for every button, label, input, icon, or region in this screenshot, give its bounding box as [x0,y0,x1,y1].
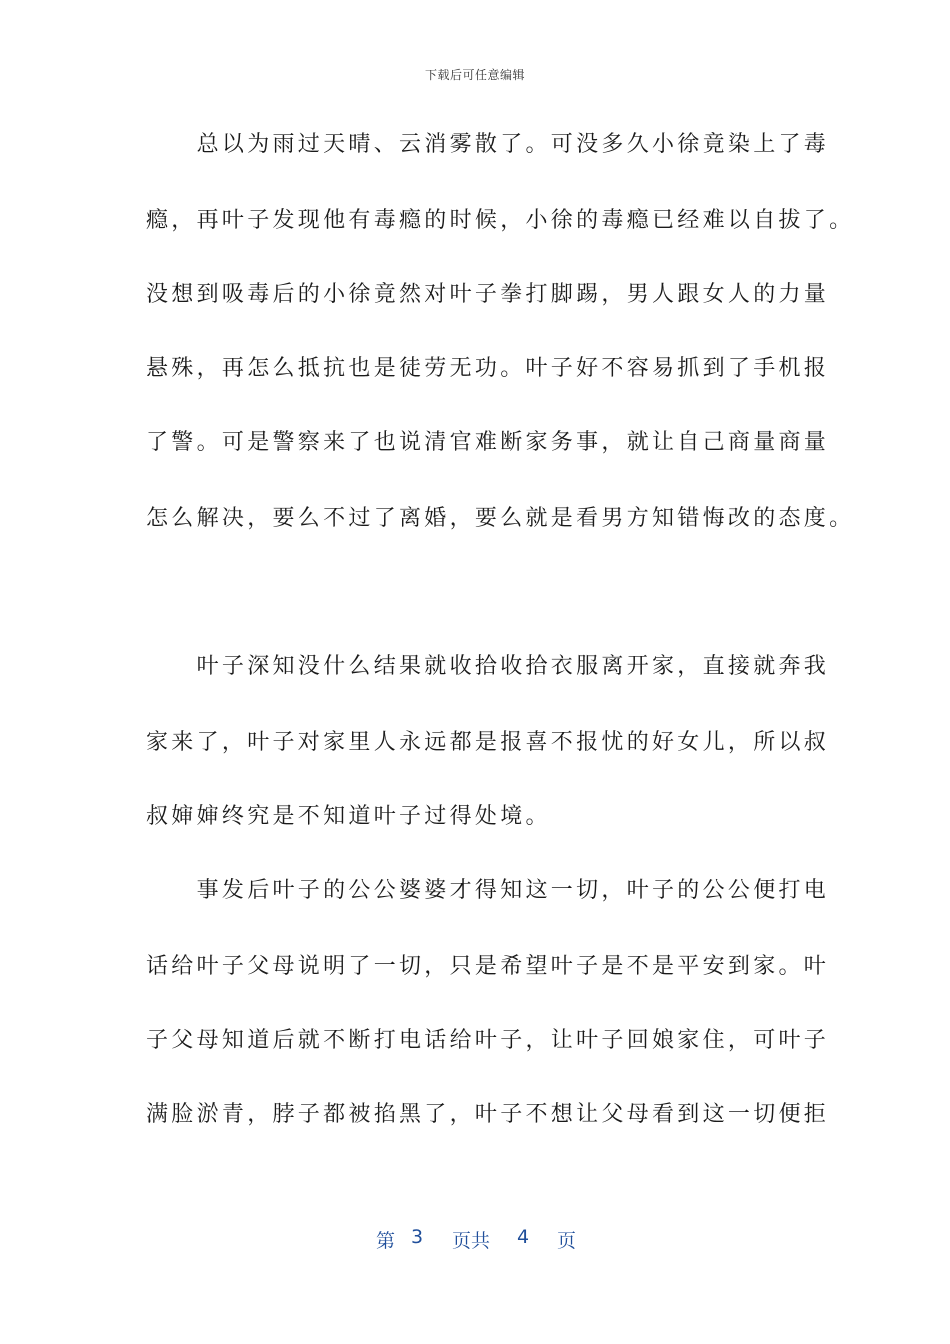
page-label-prefix: 第 [376,1230,396,1252]
text-line: 家来了，叶子对家里人永远都是报喜不报忧的好女儿，所以叔 [146,730,830,755]
text-line: 没想到吸毒后的小徐竟然对叶子拳打脚踢，男人跟女人的力量 [146,282,830,307]
page-label-middle: 页共 [452,1230,491,1252]
text-line: 怎么解决，要么不过了离婚，要么就是看男方知错悔改的态度。 [146,506,855,531]
text-line: 事发后叶子的公公婆婆才得知这一切，叶子的公公便打电 [146,878,830,903]
text-line: 叔婶婶终究是不知道叶子过得处境。 [146,804,551,829]
page-label-suffix: 页 [557,1230,577,1252]
text-line: 总以为雨过天晴、云消雾散了。可没多久小徐竟染上了毒 [146,132,830,157]
current-page-number: 3 [411,1226,424,1248]
page-footer [0,1226,950,1252]
text-line: 瘾，再叶子发现他有毒瘾的时候，小徐的毒瘾已经难以自拔了。 [146,208,855,233]
text-line: 了警。可是警察来了也说清官难断家务事，就让自己商量商量 [146,430,830,455]
total-page-number: 4 [517,1226,530,1248]
text-line: 子父母知道后就不断打电话给叶子，让叶子回娘家住，可叶子 [146,1028,830,1053]
text-line: 悬殊，再怎么抵抗也是徒劳无功。叶子好不容易抓到了手机报 [146,356,830,381]
page-header: 下载后可任意编辑 [424,68,525,82]
text-line: 话给叶子父母说明了一切，只是希望叶子是不是平安到家。叶 [146,954,830,979]
text-line: 叶子深知没什么结果就收拾收拾衣服离开家，直接就奔我 [146,654,830,679]
text-line: 满脸淤青，脖子都被掐黑了，叶子不想让父母看到这一切便拒 [146,1102,830,1127]
